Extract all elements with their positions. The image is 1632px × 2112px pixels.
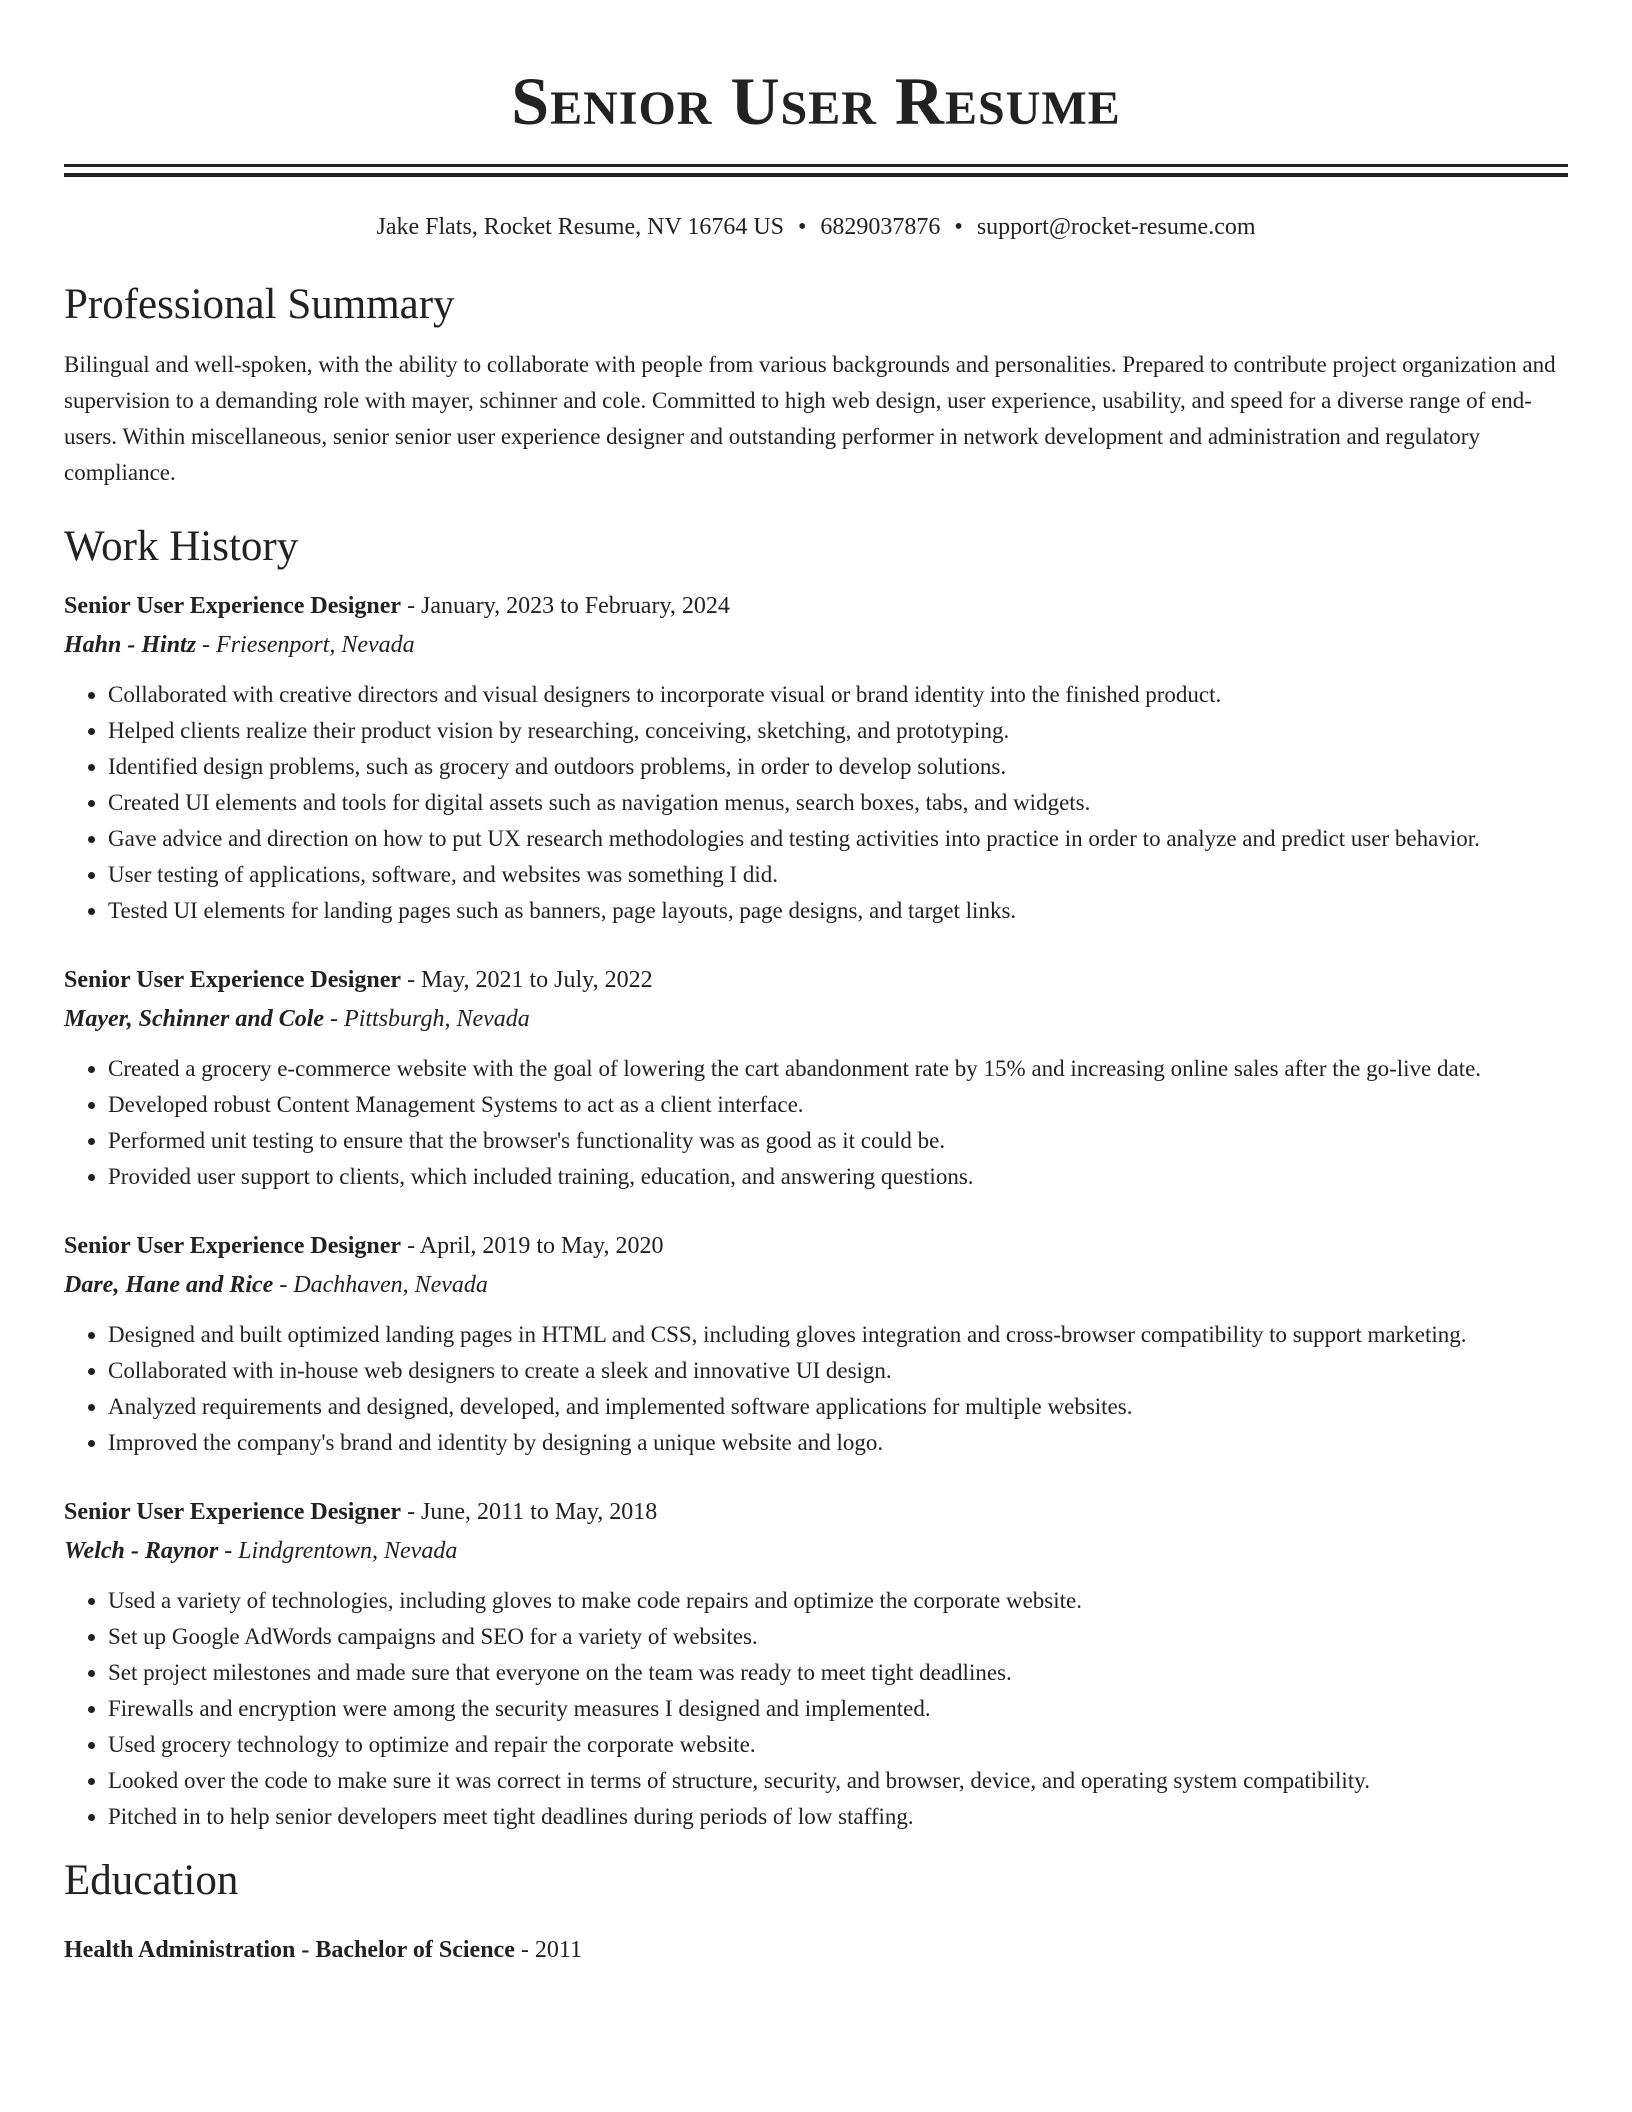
job-company: Hahn - Hintz [64, 632, 197, 658]
job-dates: - April, 2019 to May, 2020 [401, 1233, 664, 1259]
job-bullet-list [64, 1317, 1568, 1461]
job-bullet: • Provided user support to clients, which included training, education, and answering questions. [108, 1159, 1568, 1195]
job-bullet: • Identified design problems, such as grocery and outdoors problems, in order to develop solutions. [108, 749, 1568, 785]
job-bullet: • Used a variety of technologies, including gloves to make code repairs and optimize the corporate website. [108, 1583, 1568, 1619]
job-location: - Friesenport, Nevada [196, 632, 415, 658]
job-bullet: • Gave advice and direction on how to put UX research methodologies and testing activities into practice in order to analyze and predict user behavior. [108, 821, 1568, 857]
job-bullet: • Tested UI elements for landing pages such as banners, page layouts, page designs, and target links. [108, 893, 1568, 929]
job-dates: - January, 2023 to February, 2024 [401, 593, 730, 619]
job-entry [64, 1493, 1568, 1835]
job-role: Senior User Experience Designer [64, 1499, 402, 1525]
job-company-line [64, 1265, 1568, 1305]
summary-text: Bilingual and well-spoken, with the ability to collaborate with people from various backgrounds and personalities. Prepared to contribute project organization and supervision to a demanding role with mayer, schinner and cole. Committed to high web design, user experience, usability, and speed for a diverse range of end-users. Within miscellaneous, senior senior user experience designer and outstanding performer in network development and administration and regulatory compliance. [64, 352, 1556, 485]
job-role: Senior User Experience Designer [64, 967, 402, 993]
job-bullet: • Collaborated with creative directors and visual designers to incorporate visual or brand identity into the finished product. [108, 677, 1568, 713]
job-location: - Dachhaven, Nevada [273, 1272, 488, 1298]
job-bullet: • Performed unit testing to ensure that the browser's functionality was as good as it could be. [108, 1123, 1568, 1159]
job-title-line [64, 961, 1568, 999]
job-bullet: • Set project milestones and made sure that everyone on the team was ready to meet tight deadlines. [108, 1655, 1568, 1691]
job-bullet: • Set up Google AdWords campaigns and SEO for a variety of websites. [108, 1619, 1568, 1655]
job-dates: - June, 2011 to May, 2018 [401, 1499, 658, 1525]
job-bullet: • Analyzed requirements and designed, developed, and implemented software applications for multiple websites. [108, 1389, 1568, 1425]
job-company-line [64, 1531, 1568, 1571]
job-entry [64, 1227, 1568, 1461]
contact-email: support@rocket-resume.com [976, 214, 1256, 240]
contact-separator: • [954, 214, 963, 240]
job-title-line [64, 1227, 1568, 1265]
contact-separator: • [798, 214, 807, 240]
job-bullet: • Pitched in to help senior developers meet tight deadlines during periods of low staffing. [108, 1799, 1568, 1835]
section-title-work-history: Work History [64, 523, 299, 570]
job-bullet: • Created UI elements and tools for digital assets such as navigation menus, search boxes, tabs, and widgets. [108, 785, 1568, 821]
job-location: - Pittsburgh, Nevada [324, 1006, 530, 1032]
job-bullet: • Created a grocery e-commerce website with the goal of lowering the cart abandonment rate by 15% and increasing online sales after the go-live date. [108, 1051, 1568, 1087]
job-company: Welch - Raynor [64, 1538, 219, 1564]
job-bullet: • Collaborated with in-house web designers to create a sleek and innovative UI design. [108, 1353, 1568, 1389]
job-bullet: • User testing of applications, software, and websites was something I did. [108, 857, 1568, 893]
job-entry [64, 587, 1568, 929]
job-bullet-list [64, 1051, 1568, 1195]
job-company: Mayer, Schinner and Cole [64, 1006, 325, 1032]
job-bullet: • Designed and built optimized landing pages in HTML and CSS, including gloves integration and cross-browser compatibility to support marketing. [108, 1317, 1568, 1353]
education-degree: Health Administration - Bachelor of Science [64, 1937, 515, 1963]
job-bullet-list [64, 1583, 1568, 1835]
job-company: Dare, Hane and Rice [64, 1272, 274, 1298]
job-entry [64, 961, 1568, 1195]
job-bullet: • Used grocery technology to optimize and repair the corporate website. [108, 1727, 1568, 1763]
job-role: Senior User Experience Designer [64, 1233, 402, 1259]
job-role: Senior User Experience Designer [64, 593, 402, 619]
title-divider-top [64, 164, 1568, 167]
job-location: - Lindgrentown, Nevada [218, 1538, 458, 1564]
job-bullet: • Looked over the code to make sure it was correct in terms of structure, security, and browser, device, and operating system compatibility. [108, 1763, 1568, 1799]
resume-title: Senior User Resume [511, 63, 1121, 139]
job-bullet: • Firewalls and encryption were among the security measures I designed and implemented. [108, 1691, 1568, 1727]
education-year: - 2011 [514, 1937, 582, 1963]
job-bullet: • Developed robust Content Management Systems to act as a client interface. [108, 1087, 1568, 1123]
job-company-line [64, 625, 1568, 665]
section-title-summary: Professional Summary [64, 281, 455, 328]
contact-line [64, 211, 1568, 243]
contact-phone: 6829037876 [820, 214, 941, 240]
job-title-line [64, 587, 1568, 625]
title-divider-bottom [64, 173, 1568, 177]
job-dates: - May, 2021 to July, 2022 [401, 967, 653, 993]
job-bullet-list [64, 677, 1568, 929]
resume-page [64, 0, 1568, 1969]
education-entry [64, 1931, 1568, 1969]
contact-address: Jake Flats, Rocket Resume, NV 16764 US [376, 214, 785, 240]
job-title-line [64, 1493, 1568, 1531]
section-title-education: Education [64, 1857, 239, 1904]
job-bullet: • Improved the company's brand and identity by designing a unique website and logo. [108, 1425, 1568, 1461]
job-bullet: • Helped clients realize their product vision by researching, conceiving, sketching, and prototyping. [108, 713, 1568, 749]
job-company-line [64, 999, 1568, 1039]
